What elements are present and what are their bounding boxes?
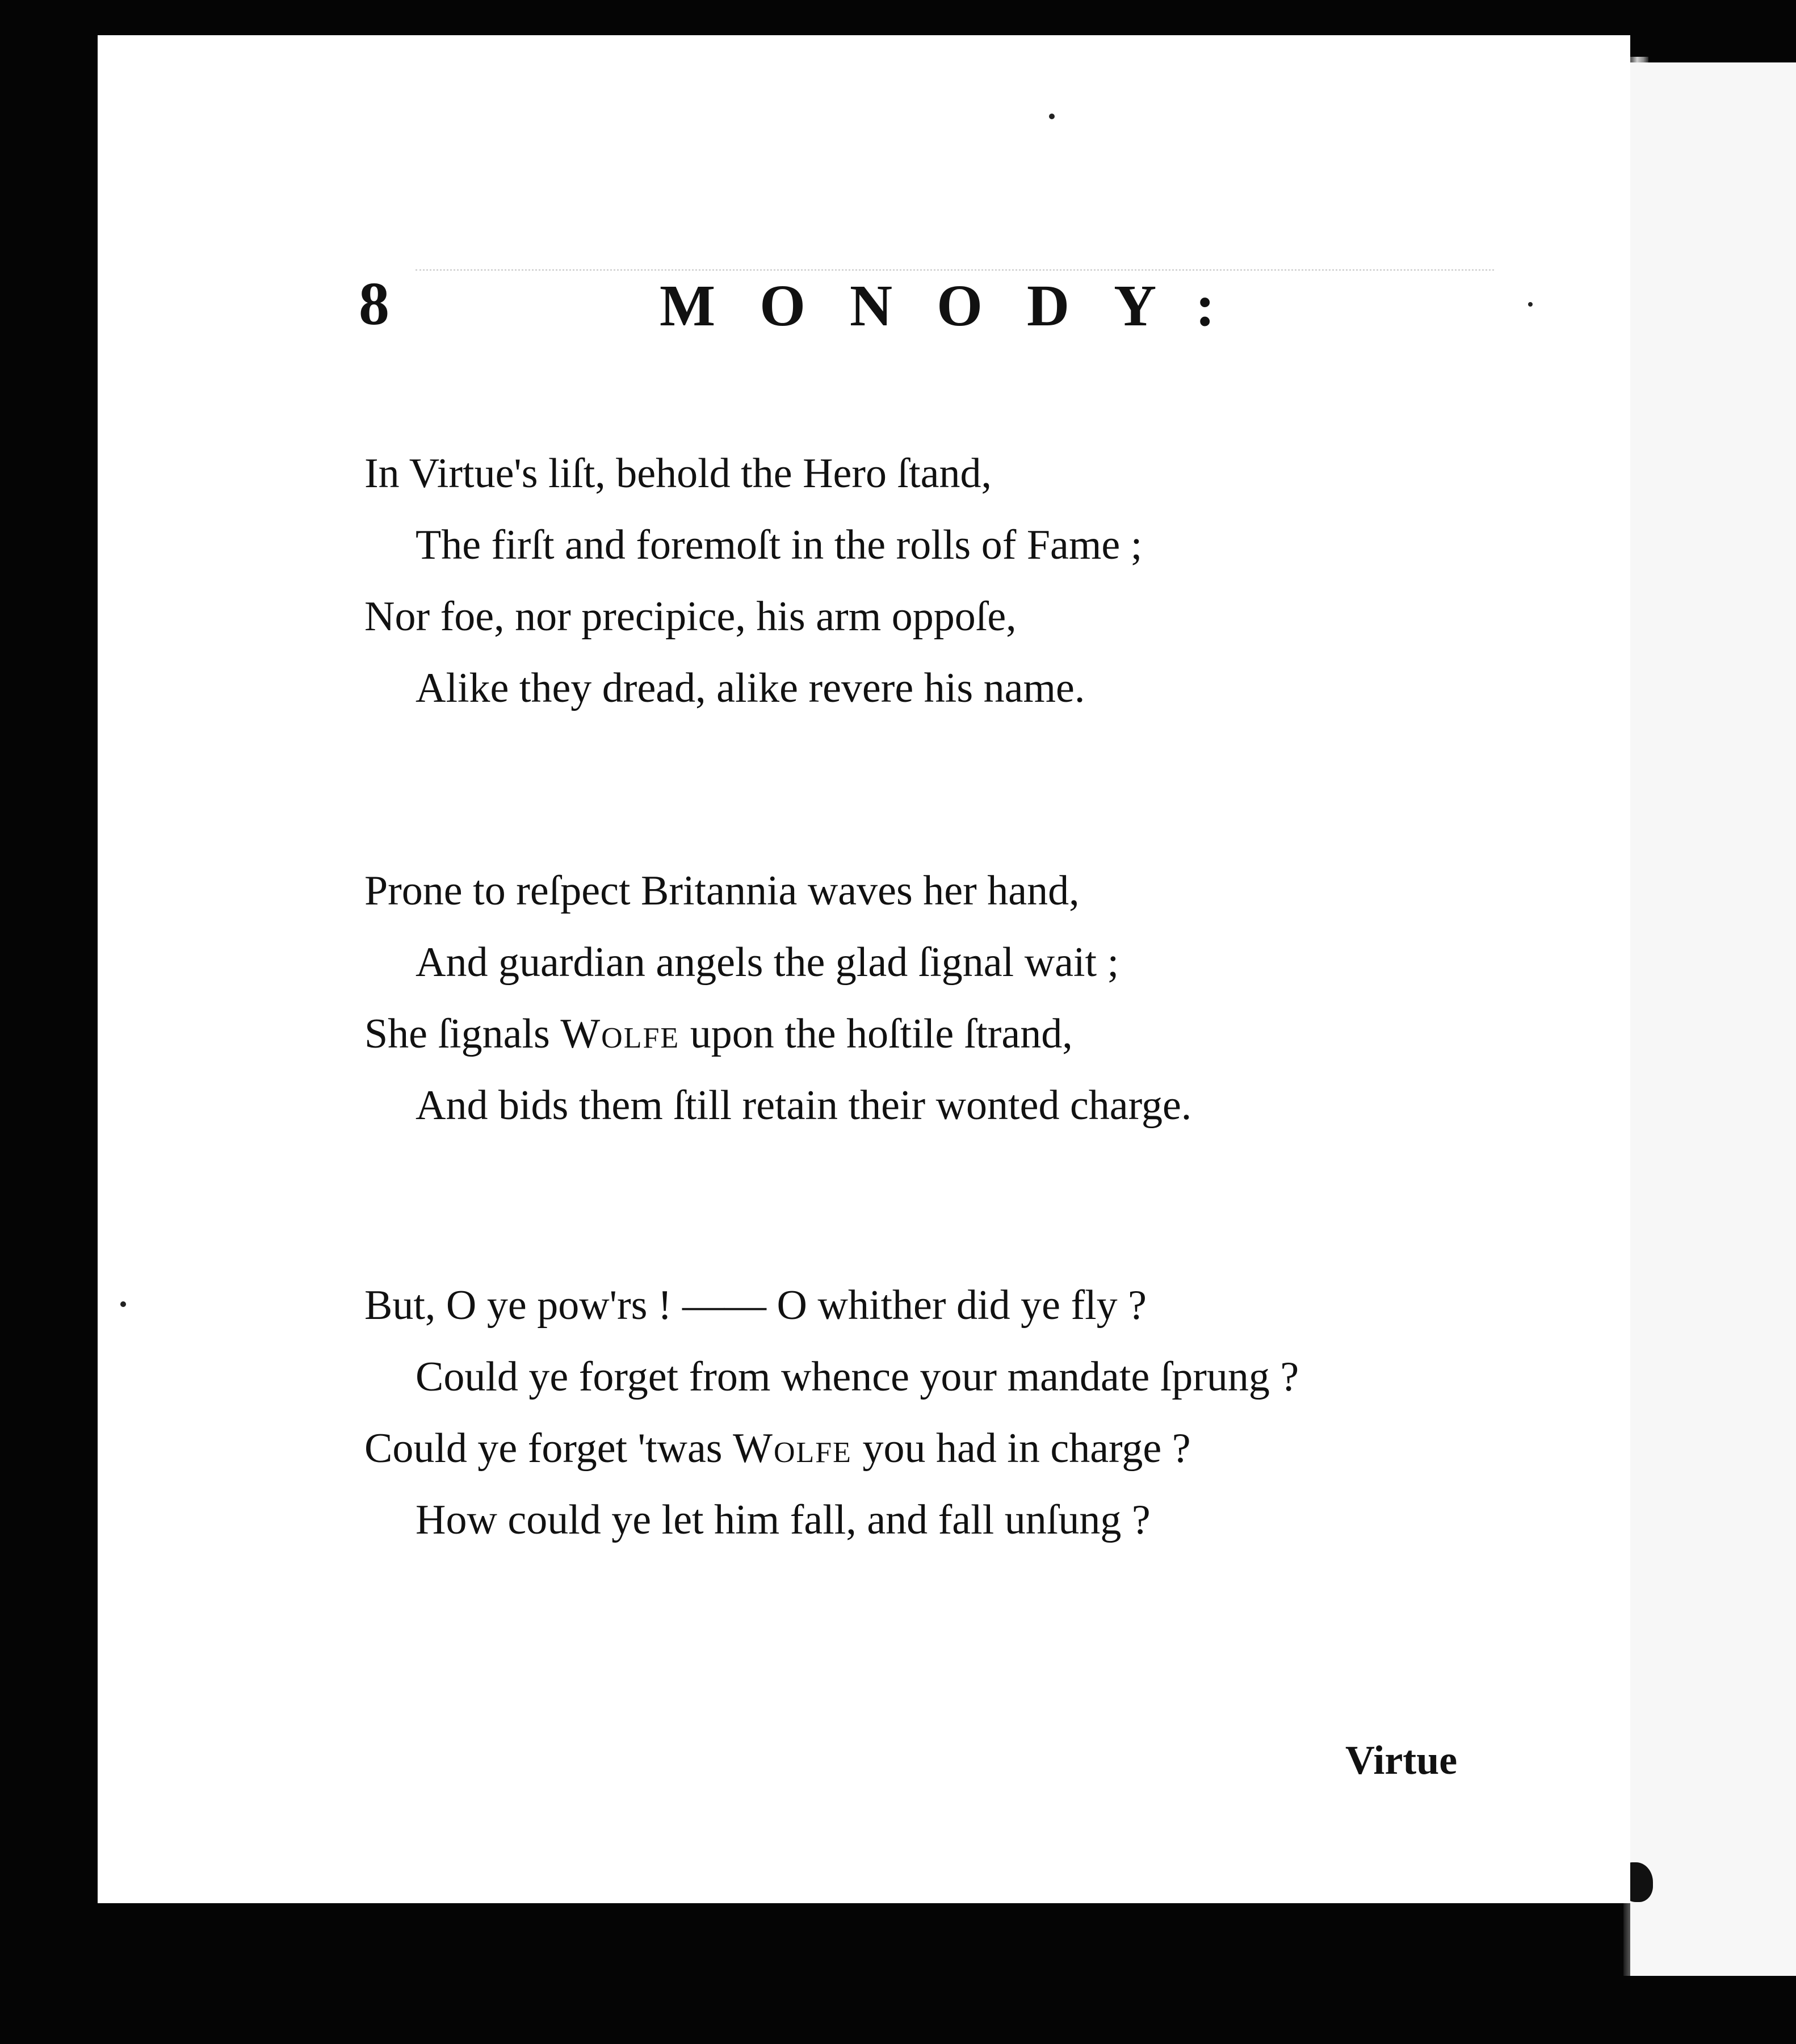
verse-line: Alike they dread, alike revere his name. [416,665,1085,711]
verse-text: She ſignals [364,1011,561,1057]
verse-text: upon the hoſtile ſtrand, [679,1011,1073,1057]
ink-speck [1049,114,1055,119]
page-number: 8 [359,270,389,338]
verse-line [364,1013,1073,1055]
verse-line: In Virtue's liſt, behold the Hero ſtand, [364,450,992,497]
book-page [98,35,1630,1903]
verse-text: you had in charge ? [851,1425,1191,1472]
ink-speck [1528,302,1533,307]
facing-page-edge [1630,62,1796,1976]
name-small-caps: Wolfe [733,1425,852,1472]
verse-line: Could ye forget from whence your mandate ſprung ? [416,1354,1299,1400]
verse-line: The firſt and foremoſt in the rolls of Fame ; [416,522,1143,568]
verse-line [364,1425,1191,1472]
verse-line: Nor foe, nor precipice, his arm oppoſe, [364,593,1017,640]
verse-line: And guardian angels the glad ſignal wait ; [416,939,1119,986]
verse-line: How could ye let him fall, and fall unſung ? [416,1497,1151,1543]
verse-line: Prone to reſpect Britannia waves her hand, [364,868,1080,914]
page-title: MONODY: [660,273,1260,338]
catchword: Virtue [1345,1737,1458,1783]
verse-line: And bids them ſtill retain their wonted charge. [416,1082,1192,1129]
verse-line: But, O ye pow'rs ! —— O whither did ye fly ? [364,1282,1147,1329]
ink-speck [120,1301,126,1307]
verse-text: Could ye forget 'twas [364,1425,733,1472]
header-rule [416,269,1494,271]
name-small-caps: Wolfe [560,1011,680,1057]
